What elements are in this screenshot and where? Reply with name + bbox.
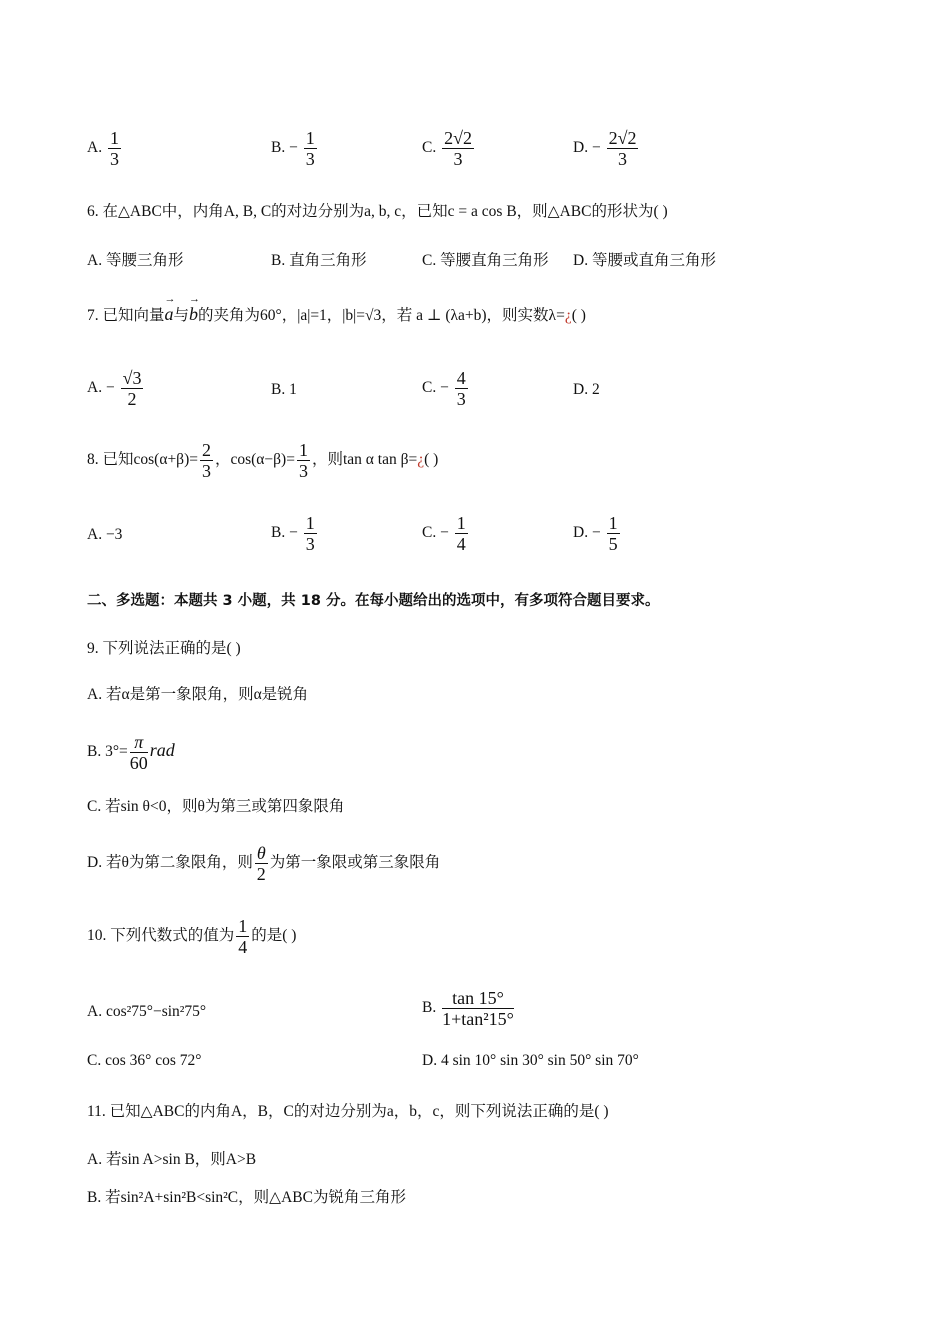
fraction [297,440,310,481]
option-label: B. [422,999,437,1017]
q9-stem: 9. 下列说法正确的是( ) [87,640,241,657]
q8-end: ( ) [424,451,439,469]
numerator: 1 [305,128,315,148]
option-label: A. − [87,379,115,397]
fraction [607,513,620,554]
q5-option-d [573,128,640,169]
q8-prefix: 8. 已知cos(α+β)= [87,451,198,469]
q10-option-a: A. cos²75°−sin²75° [87,1003,207,1020]
q11-stem: 11. 已知△ABC的内角A，B，C的对边分别为a，b，c，则下列说法正确的是( ) [87,1103,609,1120]
option-label: B. 3°= [87,743,128,761]
q6-stem: 6. 在△ABC中，内角A, B, C的对边分别为a, b, c，已知c = a cos B，则△ABC的形状为( ) [87,203,668,220]
numerator: tan 15° [442,988,514,1009]
q7-stem: 7. 已知向量→ a与→ b的夹角为60°，|a|=1，|b|=√3，若 a ⊥ (λa+b)，则实数λ=¿( ) [87,303,586,325]
fraction [108,128,121,169]
q11-option-a: A. 若sin A>sin B，则A>B [87,1151,257,1168]
numerator: 2√2 [608,128,637,148]
denominator: 4 [456,534,466,554]
q8-option-b [271,513,319,554]
fraction [200,440,213,481]
denominator: 4 [238,937,248,957]
numerator: 1 [298,440,308,460]
denominator: 3 [109,149,119,169]
q6-option-d: D. 等腰或直角三角形 [573,252,716,269]
q10-option-d: D. 4 sin 10° sin 30° sin 50° sin 70° [422,1052,639,1069]
q5-option-c [422,128,476,169]
numerator: θ [256,843,266,863]
fraction [121,368,144,409]
fraction [304,513,317,554]
denominator: 2 [127,389,137,409]
numerator: 4 [456,368,466,388]
q10-option-c: C. cos 36° cos 72° [87,1052,202,1069]
denominator: 1+tan²15° [442,1009,514,1029]
q9-option-c: C. 若sin θ<0，则θ为第三或第四象限角 [87,798,345,815]
denominator: 5 [608,534,618,554]
q11-option-b: B. 若sin²A+sin²B<sin²C，则△ABC为锐角三角形 [87,1189,406,1206]
fraction [304,128,317,169]
q7-option-b: B. 1 [271,381,297,398]
numerator: π [130,732,148,753]
numerator: √3 [122,368,142,388]
fraction [442,988,514,1029]
q9-option-a: A. 若α是第一象限角，则α是锐角 [87,686,309,703]
denominator: 3 [453,149,463,169]
numerator: 1 [305,513,315,533]
q8-mark: ¿ [417,451,425,469]
q8-stem [87,440,438,481]
fraction [130,732,148,773]
numerator: 2√2 [444,128,472,148]
q6-option-a: A. 等腰三角形 [87,252,184,269]
fraction [455,368,468,409]
numerator: 1 [456,513,466,533]
q7-prefix: 7. 已知向量 [87,307,165,324]
q6-option-b: B. 直角三角形 [271,252,367,269]
fraction [255,843,268,884]
q5-option-a [87,128,123,169]
numerator: 2 [201,440,211,460]
option-label: D. − [573,524,601,542]
unit: rad [149,740,175,761]
q5-option-b [271,128,319,169]
option-label: B. − [271,524,298,542]
q7-option-a [87,368,145,409]
numerator: 1 [109,128,119,148]
q8-option-c [422,513,470,554]
option-label: C. [422,139,437,157]
fraction [442,128,474,169]
denominator: 3 [305,534,315,554]
denominator: 3 [618,149,627,169]
q7-end: ( ) [571,307,586,324]
denominator: 3 [456,389,466,409]
denominator: 3 [305,149,315,169]
option-label: D. − [573,139,601,157]
denominator: 3 [298,461,308,481]
section-heading: 二、多选题：本题共 3 小题，共 18 分。在每小题给出的选项中，有多项符合题目要求。 [87,593,660,609]
numerator: 1 [238,916,248,936]
fraction [607,128,639,169]
numerator: 1 [608,513,618,533]
option-label: D. 若θ为第二象限角，则 [87,854,253,872]
option-label: A. [87,139,103,157]
vector-b: → b [189,304,198,325]
q9-option-d [87,843,440,884]
q10-stem [87,916,296,957]
q7-mid: 的夹角为60°，|a|=1，|b|=√3，若 a ⊥ (λa+b)，则实数λ= [198,307,565,324]
denominator: 60 [129,753,148,773]
option-rest: 为第一象限或第三象限角 [269,854,441,872]
q8-suffix: ，则tan α tan β= [311,451,418,469]
q8-option-a: A. −3 [87,526,123,543]
q8-option-d [573,513,622,554]
q7-option-d: D. 2 [573,381,600,398]
q7-mark: ¿ [564,307,572,324]
fraction [236,916,249,957]
denominator: 3 [201,461,211,481]
option-label: B. − [271,139,298,157]
q10-option-b [422,988,516,1029]
q10-suffix: 的是( ) [251,927,297,945]
option-label: C. − [422,524,449,542]
q7-option-c [422,368,470,409]
q10-prefix: 10. 下列代数式的值为 [87,927,235,945]
q6-option-c: C. 等腰直角三角形 [422,252,549,269]
option-label: C. − [422,379,449,397]
vector-a: → a [165,304,174,325]
fraction [455,513,468,554]
q8-mid: ，cos(α−β)= [214,451,295,469]
denominator: 2 [256,864,266,884]
q9-option-b [87,732,175,773]
